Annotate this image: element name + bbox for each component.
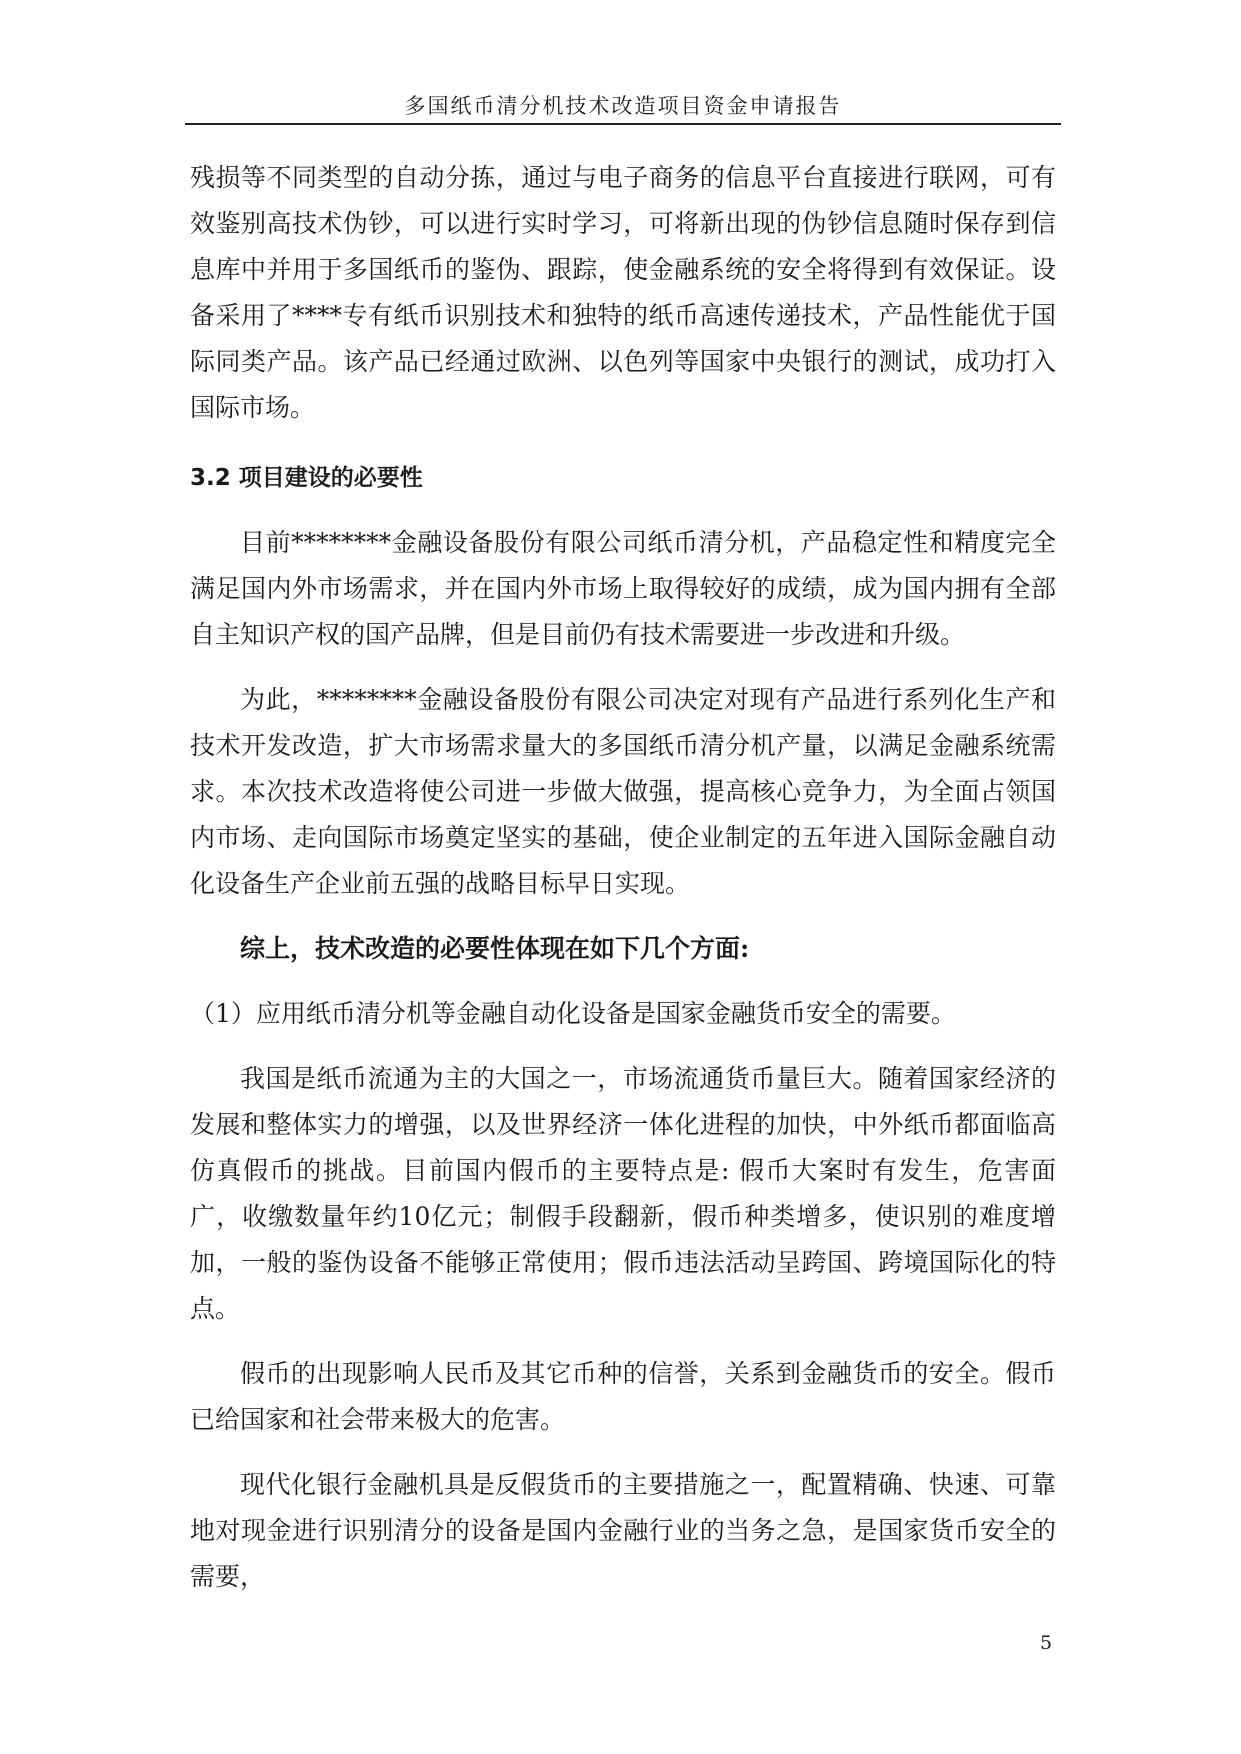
paragraph-current-status: 目前********金融设备股份有限公司纸币清分机，产品稳定性和精度完全满足国内外市场需求，并在国内外市场上取得较好的成绩，成为国内拥有全部自主知识产权的国产品牌，但是目前仍有技术需要进一步改进和升级。 [190, 528, 1056, 649]
header-divider [185, 123, 1061, 125]
document-body [190, 155, 1056, 1600]
paragraph-counterfeit-impact: 假币的出现影响人民币及其它币种的信誉，关系到金融货币的安全。假币已给国家和社会带来极大的危害。 [190, 1359, 1056, 1434]
page-header-title: 多国纸币清分机技术改造项目资金申请报告 [404, 94, 842, 118]
paragraph-counterfeit-situation: 我国是纸币流通为主的大国之一，市场流通货币量巨大。随着国家经济的发展和整体实力的增强，以及世界经济一体化进程的加快，中外纸币都面临高仿真假币的挑战。目前国内假币的主要特点是: 假币大案时有发生，危害面广，收缴数量年约10亿元；制假手段翻新，假币种类增多，使识别的难度增加，一般的鉴伪设备不能够正常使用；假币违法活动呈跨国、跨境国际化的特点。 [190, 1064, 1056, 1323]
paragraph-continuation: 残损等不同类型的自动分拣，通过与电子商务的信息平台直接进行联网，可有效鉴别高技术伪钞，可以进行实时学习，可将新出现的伪钞信息随时保存到信息库中并用于多国纸币的鉴伪、跟踪，使金融系统的安全将得到有效保证。设备采用了****专有纸币识别技术和独特的纸币高速传递技术，产品性能优于国际同类产品。该产品已经通过欧洲、以色列等国家中央银行的测试，成功打入国际市场。 [190, 163, 1056, 422]
summary-lead-in: 综上，技术改造的必要性体现在如下几个方面: [240, 934, 750, 963]
page-number: 5 [1040, 1632, 1053, 1654]
section-heading: 3.2 项目建设的必要性 [190, 465, 423, 491]
list-item-1: （1）应用纸币清分机等金融自动化设备是国家金融货币安全的需要。 [190, 999, 956, 1028]
paragraph-company-decision: 为此，********金融设备股份有限公司决定对现有产品进行系列化生产和技术开发改造，扩大市场需求量大的多国纸币清分机产量，以满足金融系统需求。本次技术改造将使公司进一步做大做强，提高核心竞争力，为全面占领国内市场、走向国际市场奠定坚实的基础，使企业制定的五年进入国际金融自动化设备生产企业前五强的战略目标早日实现。 [190, 685, 1056, 898]
paragraph-modern-equipment: 现代化银行金融机具是反假货币的主要措施之一，配置精确、快速、可靠地对现金进行识别清分的设备是国内金融行业的当务之急，是国家货币安全的需要， [190, 1470, 1056, 1591]
